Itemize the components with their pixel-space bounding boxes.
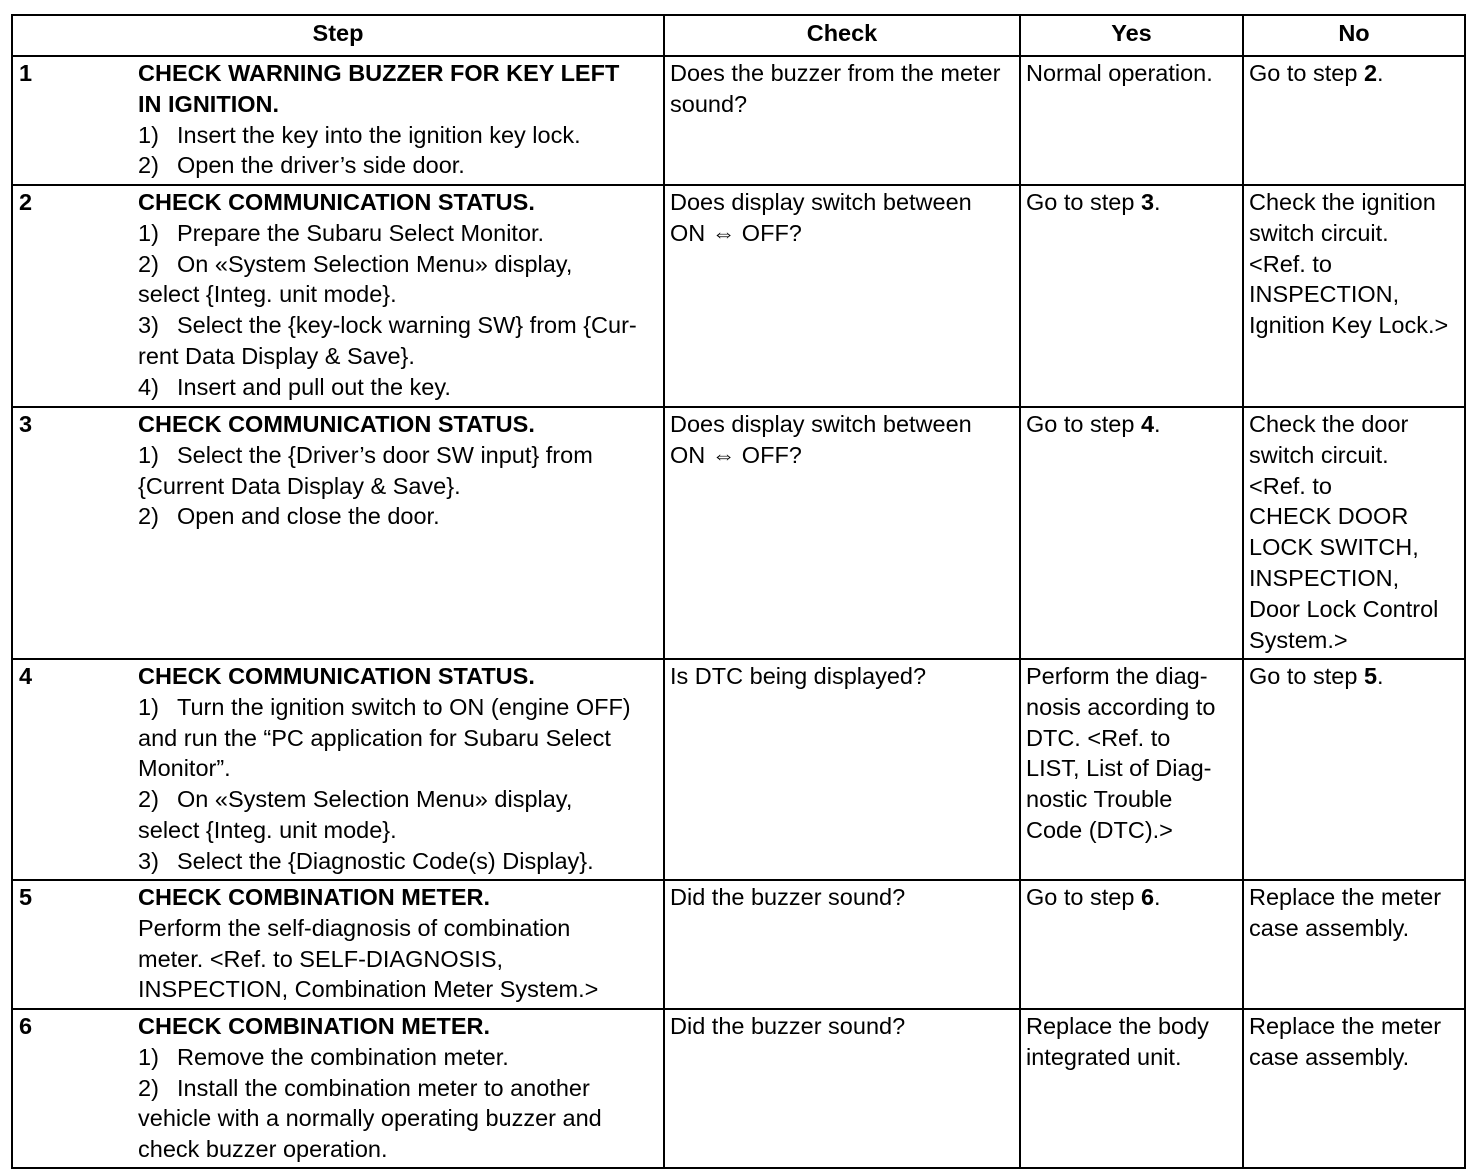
step-instruction: 1) Turn the ignition switch to ON (engine OFF) [138,693,631,720]
step-instruction: vehicle with a normally operating buzzer and [138,1105,602,1132]
no-cell: Go to step 5. [1243,659,1465,880]
check-cell: Does display switch between ON ⇔ OFF? [664,185,1020,407]
step-instruction: 1) Select the {Driver’s door SW input} from [138,441,593,468]
step-number: 6 [19,1013,33,1039]
step-number: 1 [19,60,33,86]
yes-cell: Go to step 3. [1020,185,1243,407]
step-instruction: check buzzer operation. [138,1136,388,1163]
table-row [12,56,1465,185]
step-instruction: meter. <Ref. to SELF-DIAGNOSIS, [138,945,504,972]
step-instruction: 1) Insert the key into the ignition key lock. [138,121,581,148]
step-title: CHECK WARNING BUZZER FOR KEY LEFT [138,60,620,86]
step-cell [12,407,664,659]
step-instruction: INSPECTION, Combination Meter System.> [138,976,599,1003]
step-instruction: 1) Prepare the Subaru Select Monitor. [138,219,545,246]
step-reference: 5 [1363,663,1378,689]
table-row [12,407,1465,659]
step-title: CHECK COMBINATION METER. [138,1013,491,1039]
step-instruction: 4) Insert and pull out the key. [138,373,451,400]
step-title: CHECK COMMUNICATION STATUS. [138,189,535,215]
step-instruction: 2) Open the driver’s side door. [138,152,465,179]
table-row [12,659,1465,880]
step-title: CHECK COMBINATION METER. [138,884,491,910]
no-cell: Go to step 2. [1243,56,1465,185]
check-cell: Does the buzzer from the meter sound? [664,56,1020,185]
step-cell [12,1009,664,1168]
step-instruction: and run the “PC application for Subaru Select [138,724,611,751]
header-row [12,15,1465,56]
yes-cell: Perform the diag- nosis according to DTC. <Ref. to LIST, List of Diag- nostic Trouble Code (DTC).> [1020,659,1243,880]
step-instruction: Monitor”. [138,755,231,782]
step-instruction: 2) On «System Selection Menu» display, [138,250,573,277]
step-instruction: Perform the self-diagnosis of combination [138,914,571,941]
table-row [12,1009,1465,1168]
check-cell: Did the buzzer sound? [664,1009,1020,1168]
header-no: No [1243,15,1465,56]
no-cell: Check the door switch circuit. <Ref. to CHECK DOOR LOCK SWITCH, INSPECTION, Door Lock Control System.> [1243,407,1465,659]
step-instruction: rent Data Display & Save}. [138,342,415,369]
table-row [12,880,1465,1009]
no-cell: Replace the meter case assembly. [1243,880,1465,1009]
header-check: Check [664,15,1020,56]
no-cell: Replace the meter case assembly. [1243,1009,1465,1168]
step-title: IN IGNITION. [138,90,279,117]
step-instruction: select {Integ. unit mode}. [138,816,397,843]
diagnostic-table [11,14,1466,1169]
table-row [12,185,1465,407]
step-instruction: 3) Select the {key-lock warning SW} from {Cur- [138,312,637,339]
step-reference: 3 [1140,189,1155,215]
step-instruction: {Current Data Display & Save}. [138,472,461,499]
step-title: CHECK COMMUNICATION STATUS. [138,411,535,437]
step-number: 5 [19,884,33,910]
step-cell [12,56,664,185]
step-cell [12,659,664,880]
step-number: 3 [19,411,33,437]
step-instruction: 2) Open and close the door. [138,503,440,530]
step-reference: 2 [1363,60,1378,86]
step-instruction: select {Integ. unit mode}. [138,281,397,308]
step-reference: 6 [1140,884,1155,910]
step-cell [12,880,664,1009]
step-instruction: 2) Install the combination meter to another [138,1074,590,1101]
yes-cell: Go to step 4. [1020,407,1243,659]
yes-cell: Go to step 6. [1020,880,1243,1009]
check-cell: Did the buzzer sound? [664,880,1020,1009]
step-instruction: 1) Remove the combination meter. [138,1043,509,1070]
step-instruction: 2) On «System Selection Menu» display, [138,786,573,813]
check-cell: Does display switch between ON ⇔ OFF? [664,407,1020,659]
step-instruction: 3) Select the {Diagnostic Code(s) Display}. [138,847,594,874]
no-cell: Check the ignition switch circuit. <Ref. to INSPECTION, Ignition Key Lock.> [1243,185,1465,407]
step-number: 4 [19,663,33,689]
diagnostic-table-container [11,14,1466,1169]
step-reference: 4 [1140,411,1155,437]
yes-cell: Normal operation. [1020,56,1243,185]
yes-cell: Replace the body integrated unit. [1020,1009,1243,1168]
step-title: CHECK COMMUNICATION STATUS. [138,663,535,689]
header-step: Step [12,15,664,56]
step-number: 2 [19,189,33,215]
check-cell: Is DTC being displayed? [664,659,1020,880]
header-yes: Yes [1020,15,1243,56]
step-cell [12,185,664,407]
